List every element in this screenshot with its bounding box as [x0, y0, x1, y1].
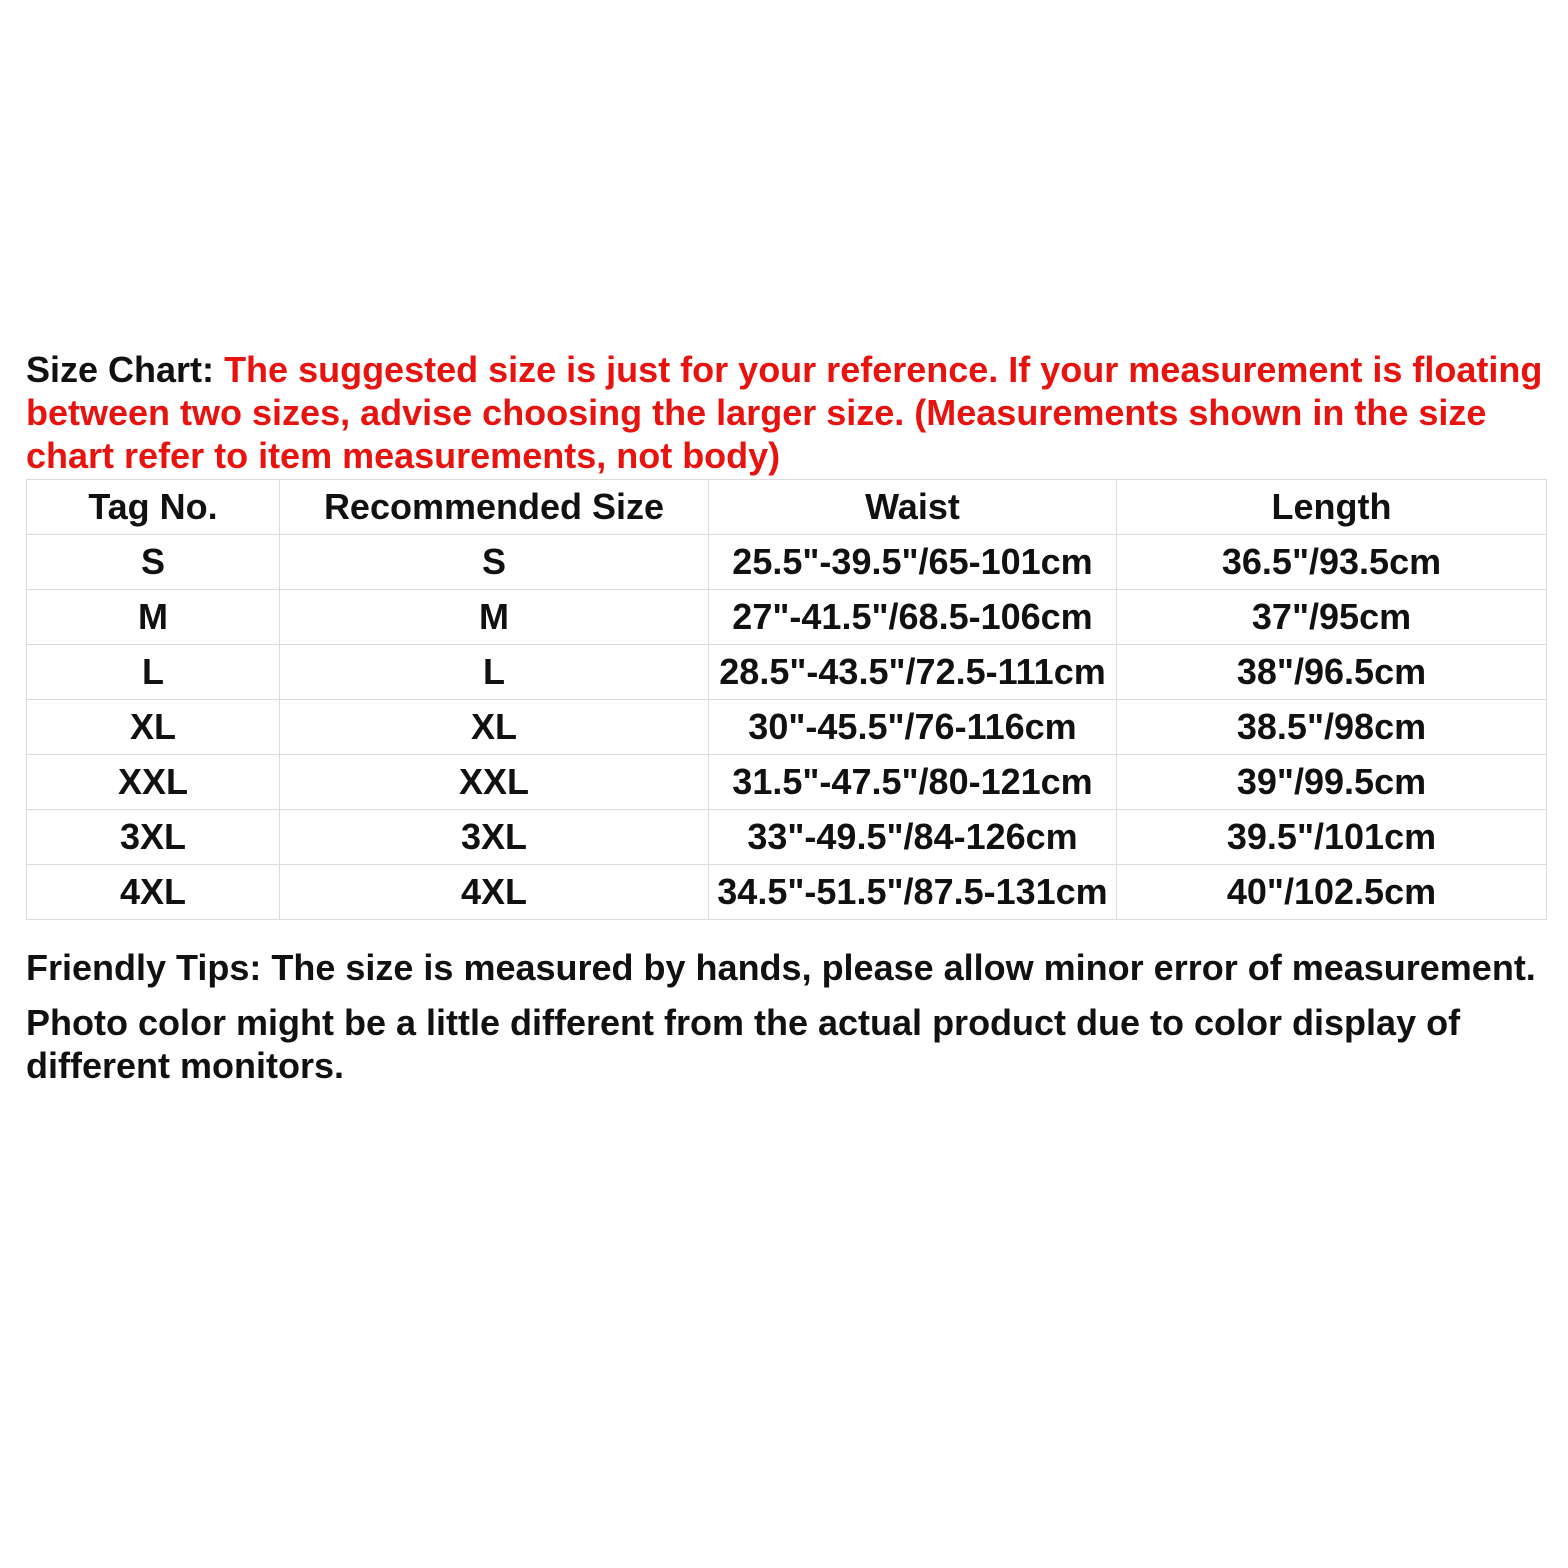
cell-length: 40"/102.5cm	[1117, 865, 1547, 920]
size-chart-sheet	[26, 348, 1546, 1099]
cell-length: 36.5"/93.5cm	[1117, 535, 1547, 590]
tip-photo-color: Photo color might be a little different from the actual product due to color display of different monitors.	[26, 1002, 1461, 1086]
cell-recommended-size: M	[280, 590, 709, 645]
table-header-row	[27, 480, 1547, 535]
cell-tag-no: 3XL	[27, 810, 280, 865]
cell-length: 39"/99.5cm	[1117, 755, 1547, 810]
cell-recommended-size: XL	[280, 700, 709, 755]
table-row	[27, 810, 1547, 865]
table-row	[27, 590, 1547, 645]
cell-length: 38.5"/98cm	[1117, 700, 1547, 755]
cell-waist: 31.5"-47.5"/80-121cm	[709, 755, 1117, 810]
table-row	[27, 535, 1547, 590]
header-length: Length	[1117, 480, 1547, 535]
table-row	[27, 645, 1547, 700]
tip-measurement: Friendly Tips: The size is measured by hands, please allow minor error of measurement.	[26, 947, 1536, 988]
cell-recommended-size: XXL	[280, 755, 709, 810]
size-table	[26, 479, 1547, 920]
table-row	[27, 700, 1547, 755]
cell-tag-no: L	[27, 645, 280, 700]
cell-recommended-size: 4XL	[280, 865, 709, 920]
cell-recommended-size: 3XL	[280, 810, 709, 865]
cell-tag-no: XL	[27, 700, 280, 755]
header-recommended-size: Recommended Size	[280, 480, 709, 535]
cell-tag-no: S	[27, 535, 280, 590]
cell-waist: 28.5"-43.5"/72.5-111cm	[709, 645, 1117, 700]
cell-waist: 34.5"-51.5"/87.5-131cm	[709, 865, 1117, 920]
cell-length: 39.5"/101cm	[1117, 810, 1547, 865]
cell-tag-no: 4XL	[27, 865, 280, 920]
size-chart-label: Size Chart:	[26, 349, 215, 390]
cell-length: 37"/95cm	[1117, 590, 1547, 645]
cell-recommended-size: S	[280, 535, 709, 590]
cell-waist: 27"-41.5"/68.5-106cm	[709, 590, 1117, 645]
table-row	[27, 865, 1547, 920]
table-row	[27, 755, 1547, 810]
header-waist: Waist	[709, 480, 1117, 535]
cell-length: 38"/96.5cm	[1117, 645, 1547, 700]
cell-tag-no: XXL	[27, 755, 280, 810]
size-chart-intro	[26, 348, 1546, 477]
cell-waist: 25.5"-39.5"/65-101cm	[709, 535, 1117, 590]
cell-waist: 33"-49.5"/84-126cm	[709, 810, 1117, 865]
cell-waist: 30"-45.5"/76-116cm	[709, 700, 1117, 755]
header-tag-no: Tag No.	[27, 480, 280, 535]
cell-recommended-size: L	[280, 645, 709, 700]
cell-tag-no: M	[27, 590, 280, 645]
friendly-tips	[26, 946, 1546, 1087]
size-chart-note: The suggested size is just for your reference. If your measurement is floating between two sizes, advise choosing the larger size. (Measurements shown in the size chart refer to item measurements, not body)	[26, 349, 1543, 476]
